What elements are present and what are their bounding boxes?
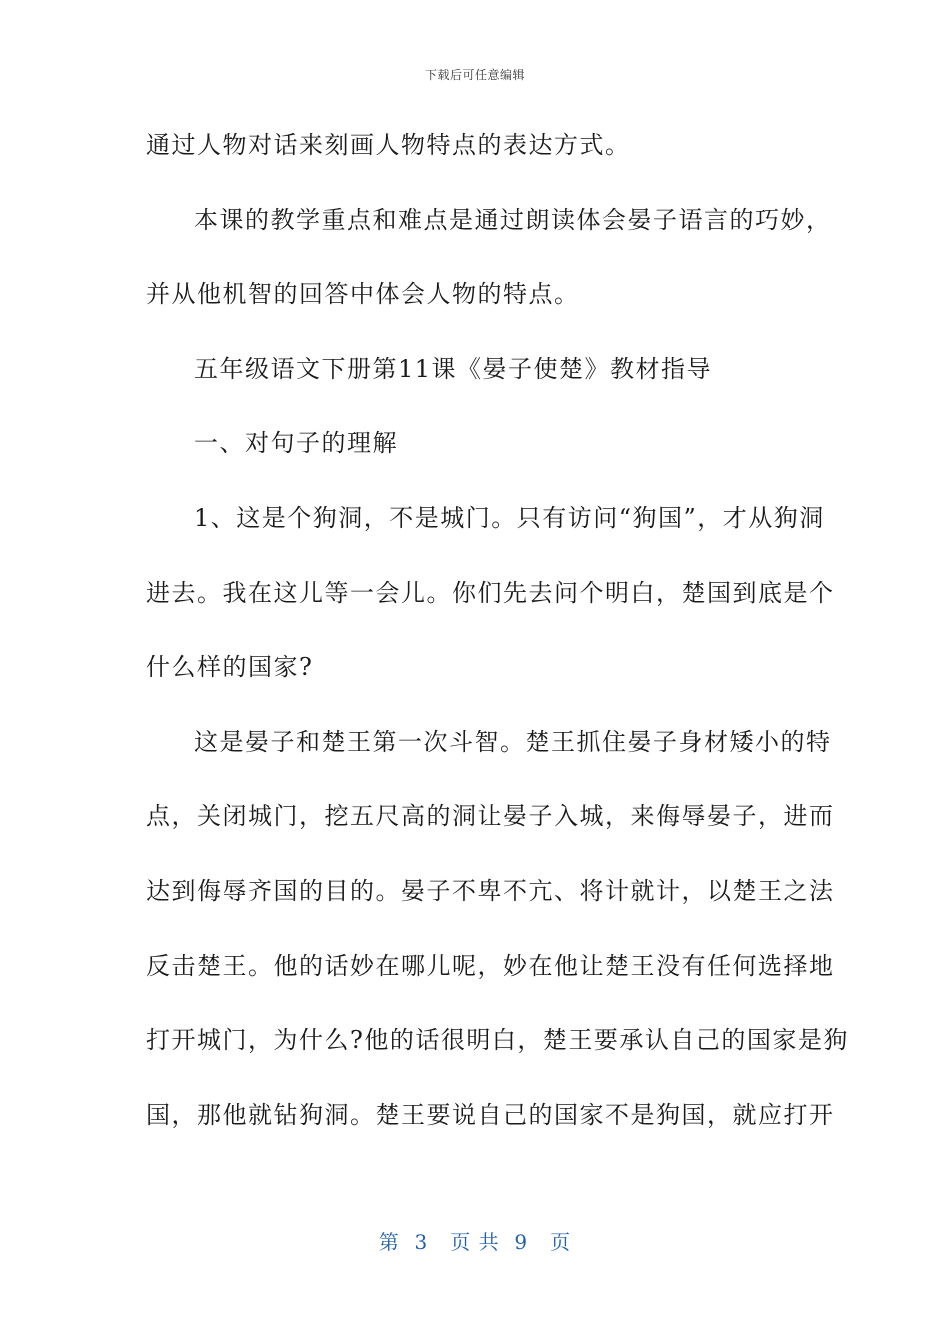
body-line-8: 什么样的国家? [146, 653, 314, 682]
section-title: 五年级语文下册第11课《晏子使楚》教材指导 [194, 354, 713, 383]
body-line-7: 进去。我在这儿等一会儿。你们先去问个明白，楚国到底是个 [146, 578, 835, 607]
body-line-12: 反击楚王。他的话妙在哪儿呢，妙在他让楚王没有任何选择地 [146, 951, 835, 980]
body-line-10: 点，关闭城门，挖五尺高的洞让晏子入城，来侮辱晏子，进而 [146, 802, 835, 831]
body-line-3: 并从他机智的回答中体会人物的特点。 [146, 280, 580, 309]
subsection-title: 一、对句子的理解 [194, 429, 398, 458]
body-line-1: 通过人物对话来刻画人物特点的表达方式。 [146, 131, 631, 159]
body-line-13: 打开城门，为什么?他的话很明白，楚王要承认自己的国家是狗 [146, 1026, 849, 1055]
body-line-11: 达到侮辱齐国的目的。晏子不卑不亢、将计就计，以楚王之法 [146, 876, 835, 905]
body-line-9: 这是晏子和楚王第一次斗智。楚王抓住晏子身材矮小的特 [194, 727, 832, 756]
page-number-footer: 第 3 页 共 9 页 [378, 1230, 572, 1254]
page-header: 下载后可任意编辑 [424, 68, 525, 82]
body-line-2: 本课的教学重点和难点是通过朗读体会晏子语言的巧妙， [194, 205, 832, 234]
document-body [146, 108, 849, 1152]
body-line-6: 1、这是个狗洞，不是城门。只有访问“狗国”，才从狗洞 [194, 503, 825, 532]
body-line-14: 国，那他就钻狗洞。楚王要说自己的国家不是狗国，就应打开 [146, 1100, 835, 1129]
